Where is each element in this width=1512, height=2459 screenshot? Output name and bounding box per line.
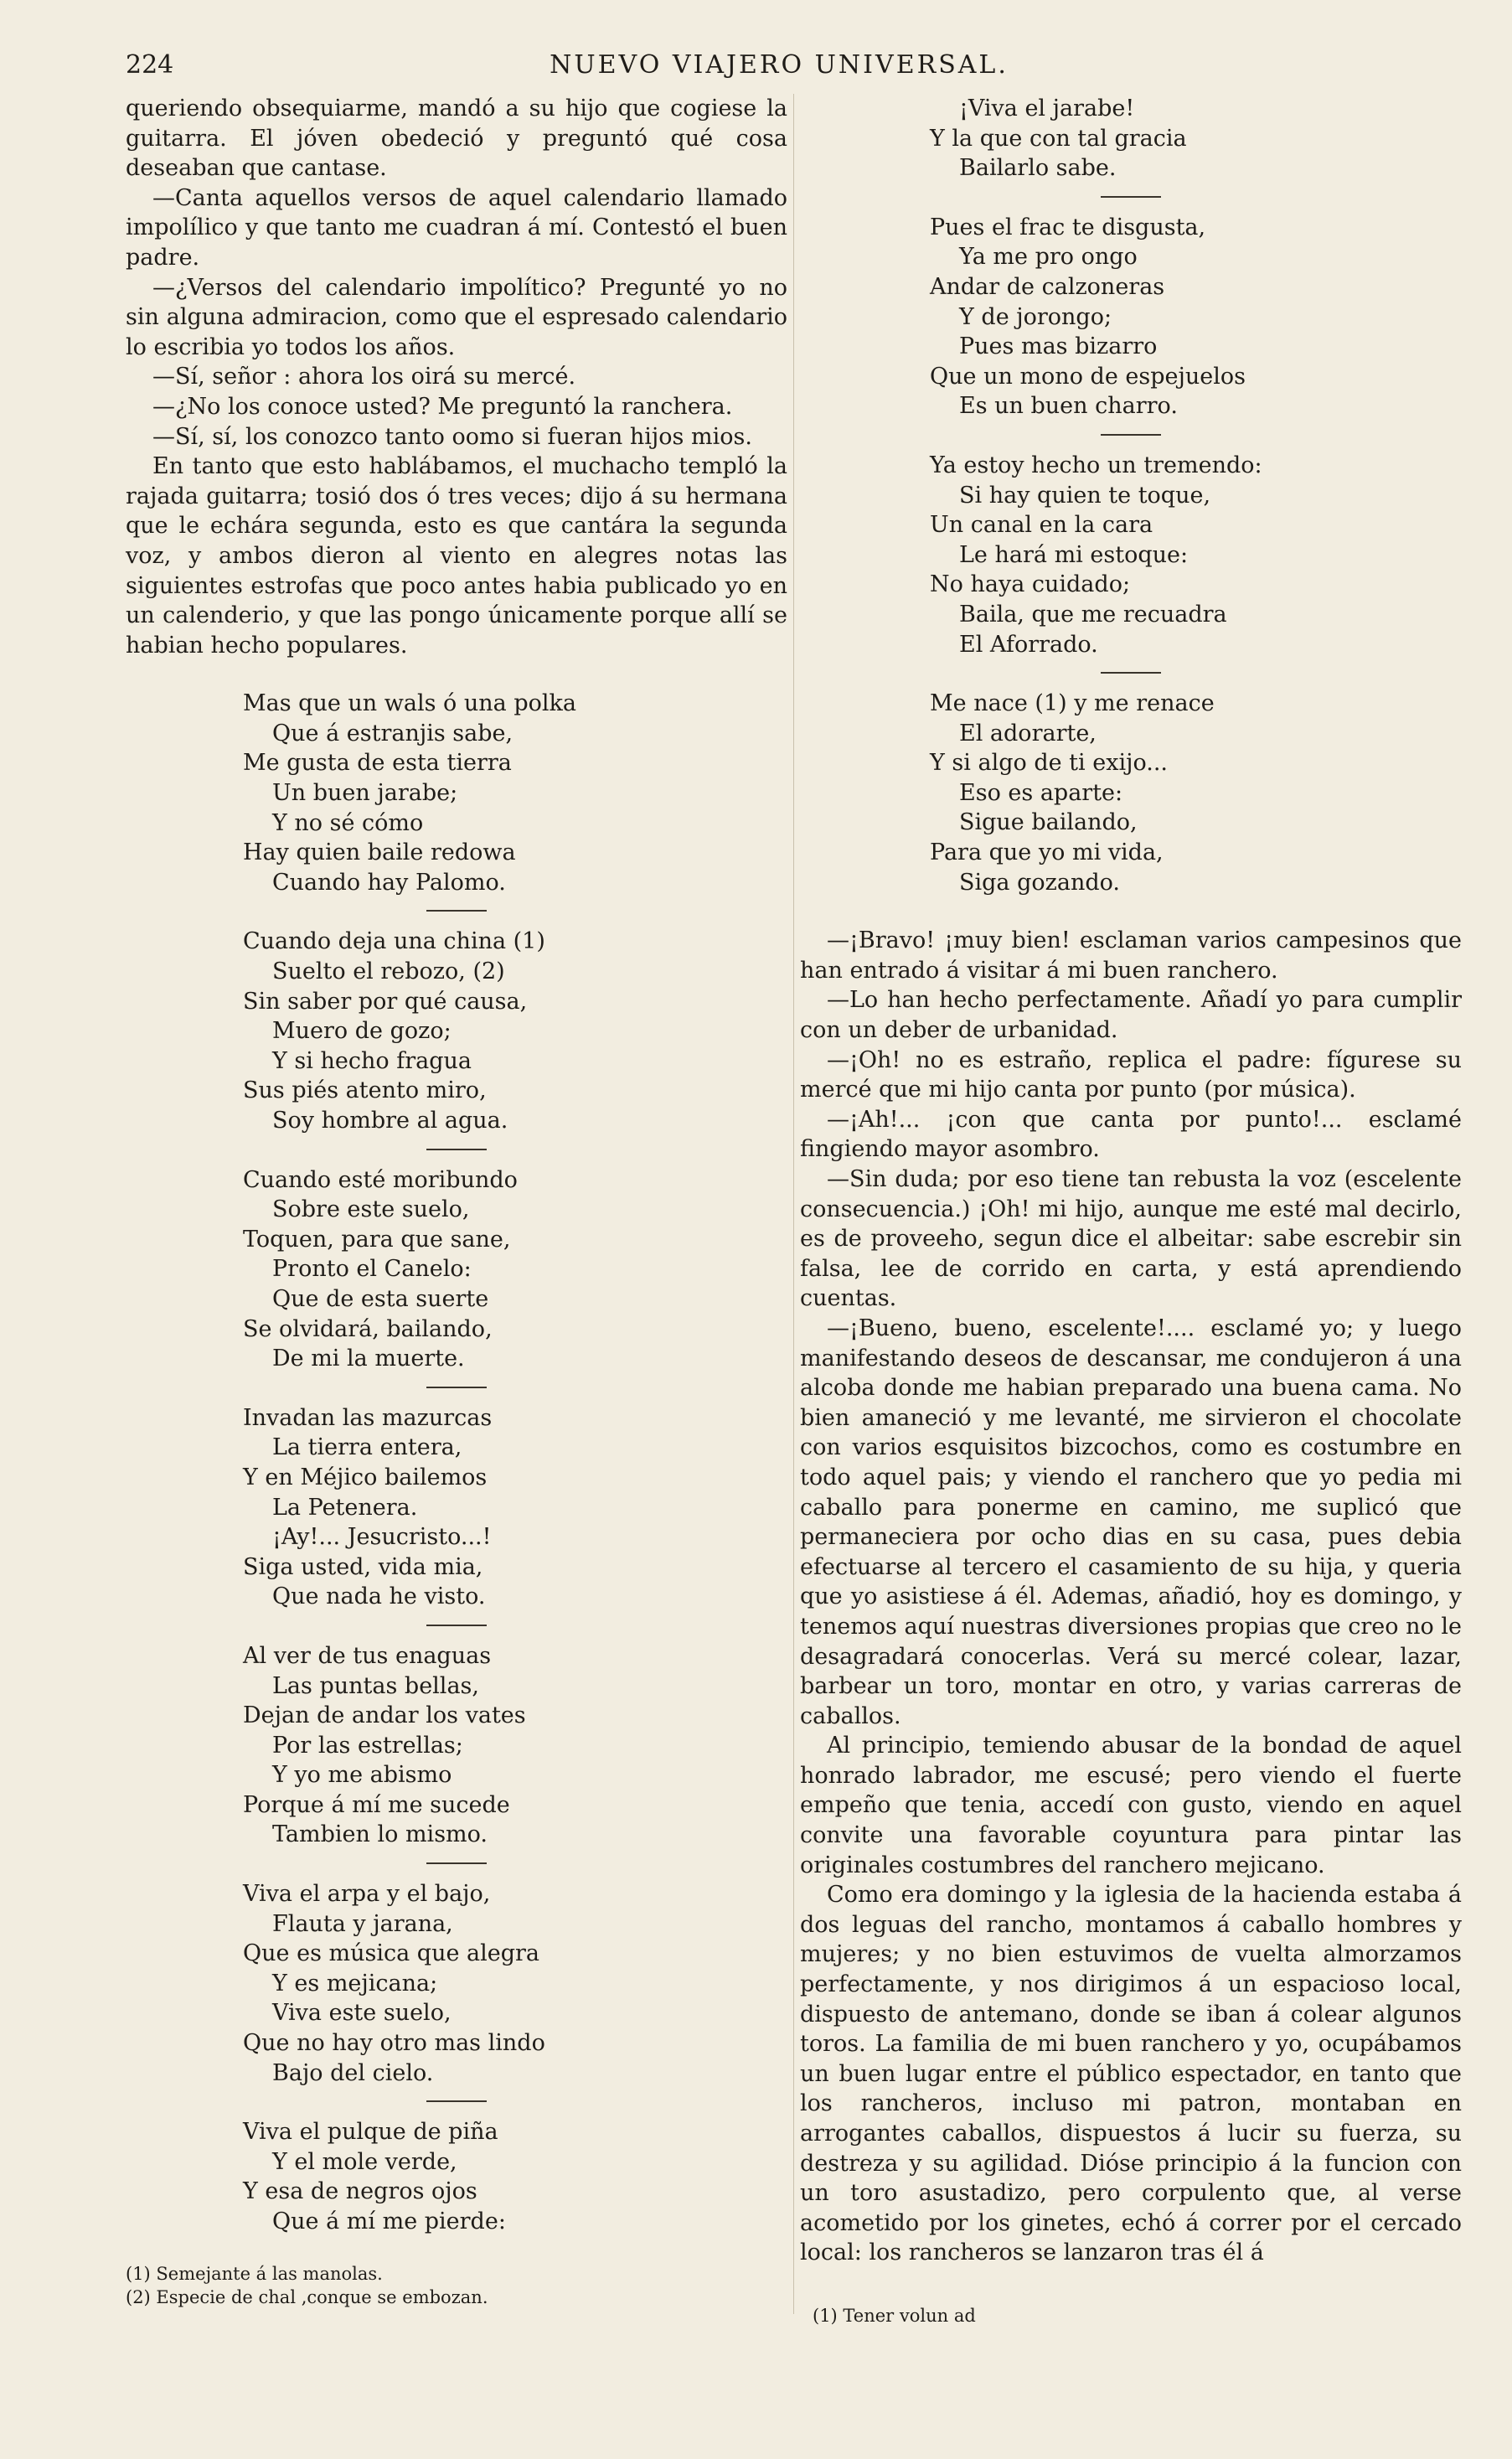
spacer xyxy=(800,897,1462,926)
verse-line: No haya cuidado; xyxy=(930,571,1131,598)
paragraph: —¡Ah!... ¡con que canta por punto!... esclamé fingiendo mayor asombro. xyxy=(800,1106,1462,1163)
stanza xyxy=(800,213,1462,421)
verse-line: Flauta y jarana, xyxy=(272,1910,453,1937)
stanza-separator xyxy=(1101,672,1161,674)
stanza-separator xyxy=(426,1862,487,1864)
stanza xyxy=(800,689,1462,897)
verse-line: De mi la muerte. xyxy=(272,1346,465,1372)
verse-line: Porque á mí me sucede xyxy=(243,1791,510,1818)
verse-line: Sobre este suelo, xyxy=(272,1196,470,1223)
verse-line: Muero de gozo; xyxy=(272,1018,452,1045)
verse-line: Que un mono de espejuelos xyxy=(930,363,1246,390)
verse-line: Pues el frac te disgusta, xyxy=(930,214,1206,240)
paragraph: —Sí, señor : ahora los oirá su mercé. xyxy=(152,364,576,390)
paragraph: En tanto que esto hablábamos, el muchacho templó la rajada guitarra; tosió dos ó tres veces; dijo á su hermana que le echára segunda, esto es que cantára la segunda voz, y ambos dieron al viento en alegres notas las siguientes estrofas que poco antes habia publicado yo en un calenderio, y que las pongo únicamente porque allí se habian hecho populares. xyxy=(126,453,787,659)
verse-line: Que á mí me pierde: xyxy=(272,2208,506,2234)
verse-line: Pues mas bizarro xyxy=(959,333,1158,360)
verse-line: Me gusta de esta tierra xyxy=(243,750,512,777)
verse-line: El adorarte, xyxy=(959,720,1097,746)
verse-line: Sus piés atento miro, xyxy=(243,1077,487,1104)
verse-line: Las puntas bellas, xyxy=(272,1672,479,1699)
verse-line: Toquen, para que sane, xyxy=(243,1226,511,1253)
verse-line: Soy hombre al agua. xyxy=(272,1108,508,1134)
verse-line: Siga gozando. xyxy=(959,869,1120,896)
verse-line: Al ver de tus enaguas xyxy=(243,1642,492,1669)
verse-line: Cuando esté moribundo xyxy=(243,1166,518,1193)
verse-line: La tierra entera, xyxy=(272,1434,462,1461)
right-column xyxy=(800,94,1462,2268)
paragraph: —¡Oh! no es estraño, replica el padre: fígurese su mercé que mi hijo canta por punto (por música). xyxy=(800,1046,1462,1103)
footnote: (1) Tener volun ad xyxy=(813,2306,976,2326)
stanza-separator xyxy=(426,2100,487,2102)
running-title: NUEVO VIAJERO UNIVERSAL. xyxy=(550,50,1009,80)
paragraph: —¿No los conoce usted? Me preguntó la ranchera. xyxy=(152,393,733,420)
verse-line: Sin saber por qué causa, xyxy=(243,988,528,1015)
verse-line: Un buen jarabe; xyxy=(272,780,458,807)
verse-line: Sigue bailando, xyxy=(959,809,1138,836)
verse-line: Para que yo mi vida, xyxy=(930,839,1164,866)
verse-line: Y esa de negros ojos xyxy=(243,2178,477,2205)
verse-line: Y no sé cómo xyxy=(272,809,424,836)
verse-line: Y si algo de ti exijo... xyxy=(930,750,1168,777)
spacer xyxy=(126,660,787,689)
stanza xyxy=(800,451,1462,659)
verse-line: Ya me pro ongo xyxy=(959,244,1138,271)
verse-line: Se olvidará, bailando, xyxy=(243,1315,493,1342)
verse-line: Y si hecho fragua xyxy=(272,1047,472,1074)
footnote: (2) Especie de chal ,conque se embozan. xyxy=(126,2287,488,2307)
verse-line: Y yo me abismo xyxy=(272,1762,452,1789)
paragraph: Como era domingo y la iglesia de la hacienda estaba á dos leguas del rancho, montamos á caballo hombres y mujeres; y no bien estuvimos de vuelta almorzamos perfectamente, y nos dirigimos á un espacioso local, dispuesto de antemano, donde se iban á colear algunos toros. La familia de mi buen ranchero y yo, ocupábamos un buen lugar entre el público espectador, en tanto que los rancheros, incluso mi patron, montaban en arrogantes caballos, dispuestos á lucir su fuerza, su destreza y su agilidad. Dióse principio á la funcion con un toro asustadizo, pero corpulento que, al verse acometido por los ginetes, echó á correr por el cercado local: los rancheros se lanzaron tras él á xyxy=(800,1882,1462,2266)
stanza-separator xyxy=(426,1387,487,1388)
verse-line: Y la que con tal gracia xyxy=(930,125,1187,152)
verse-line: Me nace (1) y me renace xyxy=(930,690,1215,717)
verse-line: Suelto el rebozo, (2) xyxy=(272,958,505,985)
paragraph: —Canta aquellos versos de aquel calendario llamado impolílico y que tanto me cuadran á mí. Contestó el buen padre. xyxy=(126,184,787,271)
verse-line: Andar de calzoneras xyxy=(930,273,1165,300)
verse-line: Viva este suelo, xyxy=(272,2000,452,2027)
verse-line: Que de esta suerte xyxy=(272,1285,489,1312)
verse-line: Baila, que me recuadra xyxy=(959,601,1227,628)
stanza-separator xyxy=(426,1149,487,1150)
verse-line: Si hay quien te toque, xyxy=(959,482,1211,509)
stanza-separator xyxy=(1101,434,1161,436)
verse-line: Que es música que alegra xyxy=(243,1940,540,1967)
verse-line: Y el mole verde, xyxy=(272,2148,457,2175)
paragraph: Al principio, temiendo abusar de la bondad de aquel honrado labrador, me escusé; pero viendo el fuerte empeño que tenia, accedí con gusto, viendo en aquel convite una favorable coyuntura para pintar las originales costumbres del ranchero mejicano. xyxy=(800,1733,1462,1878)
paragraph: —Sin duda; por eso tiene tan rebusta la voz (escelente consecuencia.) ¡Oh! mi hijo, aunque me esté mal decirlo, es de proveeho, segun dice el albeitar: sabe escrebir sin falsa, lee de corrido en carta, y está aprendiendo cuentas. xyxy=(800,1166,1462,1312)
verse-line: Bajo del cielo. xyxy=(272,2059,434,2086)
paragraph: —Lo han hecho perfectamente. Añadí yo para cumplir con un deber de urbanidad. xyxy=(800,987,1462,1044)
verse-line: Que no hay otro mas lindo xyxy=(243,2030,545,2057)
stanza xyxy=(126,927,787,1135)
verse-line: Que á estranjis sabe, xyxy=(272,720,513,746)
verse-line: Y de jorongo; xyxy=(959,303,1112,330)
paragraph: queriendo obsequiarme, mandó a su hijo que cogiese la guitarra. El jóven obedeció y preguntó qué cosa deseaban que cantase. xyxy=(126,96,787,182)
stanza xyxy=(126,1879,787,2088)
stanza xyxy=(126,1641,787,1850)
footnotes-right xyxy=(813,2304,1449,2327)
stanza xyxy=(126,1403,787,1612)
footnotes-left xyxy=(126,2262,787,2309)
verse-line: Y en Méjico bailemos xyxy=(243,1464,488,1490)
page-header xyxy=(126,50,1432,87)
verse-line: ¡Viva el jarabe! xyxy=(959,96,1135,121)
verse-line: Y es mejicana; xyxy=(272,1970,438,1997)
verse-line: Hay quien baile redowa xyxy=(243,839,516,866)
paragraph: —¡Bueno, bueno, escelente!.... esclamé yo; y luego manifestando deseos de descansar, me condujeron á una alcoba donde me habian preparado una buena cama. No bien amaneció y me levanté, me sirvieron el chocolate con varios esquisitos bizcochos, como es costumbre en todo aquel pais; y viendo el ranchero que yo pedia mi caballo para ponerme en camino, me suplicó que permaneciera por ocho dias en su casa, pues debia efectuarse al tercero el casamiento de su hija, y queria que yo asistiese á él. Ademas, añadió, hoy es domingo, y tenemos aquí nuestras diversiones propias que creo no le desagradará conocerlas. Verá su mercé colear, lazar, barbear un toro, montar en otro, y varias carreras de caballos. xyxy=(800,1315,1462,1729)
verse-line: Mas que un wals ó una polka xyxy=(243,690,576,717)
verse-line: Cuando deja una china (1) xyxy=(243,928,545,955)
verse-line: La Petenera. xyxy=(272,1494,418,1521)
verse-line: Eso es aparte: xyxy=(959,779,1123,806)
verse-line: Siga usted, vida mia, xyxy=(243,1553,483,1580)
verse-line: Cuando hay Palomo. xyxy=(272,869,506,896)
stanza-separator xyxy=(426,910,487,912)
stanza xyxy=(126,689,787,897)
stanza-separator xyxy=(426,1625,487,1626)
verse-line: Que nada he visto. xyxy=(272,1583,486,1610)
verse-line: Tambien lo mismo. xyxy=(272,1821,488,1848)
paragraph: —¿Versos del calendario impolítico? Pregunté yo no sin alguna admiracion, como que el espresado calendario lo escribia yo todos los años. xyxy=(126,274,787,360)
verse-line: Viva el arpa y el bajo, xyxy=(243,1881,491,1908)
page-number: 224 xyxy=(126,50,174,80)
verse-line: Es un buen charro. xyxy=(959,393,1178,420)
stanza xyxy=(800,94,1462,183)
footnote: (1) Semejante á las manolas. xyxy=(126,2264,383,2284)
verse-line: Un canal en la cara xyxy=(930,512,1153,539)
stanza xyxy=(126,2117,787,2236)
verse-line: El Aforrado. xyxy=(959,631,1098,658)
verse-line: Le hará mi estoque: xyxy=(959,541,1189,568)
verse-line: Por las estrellas; xyxy=(272,1732,463,1759)
verse-line: Bailarlo sabe. xyxy=(959,155,1117,182)
verse-line: Viva el pulque de piña xyxy=(243,2119,498,2146)
stanza-separator xyxy=(1101,196,1161,198)
column-rule xyxy=(793,94,794,2314)
verse-line: Invadan las mazurcas xyxy=(243,1404,493,1431)
verse-line: Ya estoy hecho un tremendo: xyxy=(930,452,1262,478)
verse-line: ¡Ay!... Jesucristo...! xyxy=(272,1524,492,1551)
paragraph: —Sí, sí, los conozco tanto oomo si fueran hijos mios. xyxy=(152,423,752,450)
left-column xyxy=(126,94,787,2237)
paragraph: —¡Bravo! ¡muy bien! esclaman varios campesinos que han entrado á visitar á mi buen ranchero. xyxy=(800,927,1462,984)
verse-line: Pronto el Canelo: xyxy=(272,1256,472,1283)
verse-line: Dejan de andar los vates xyxy=(243,1702,526,1729)
stanza xyxy=(126,1165,787,1374)
